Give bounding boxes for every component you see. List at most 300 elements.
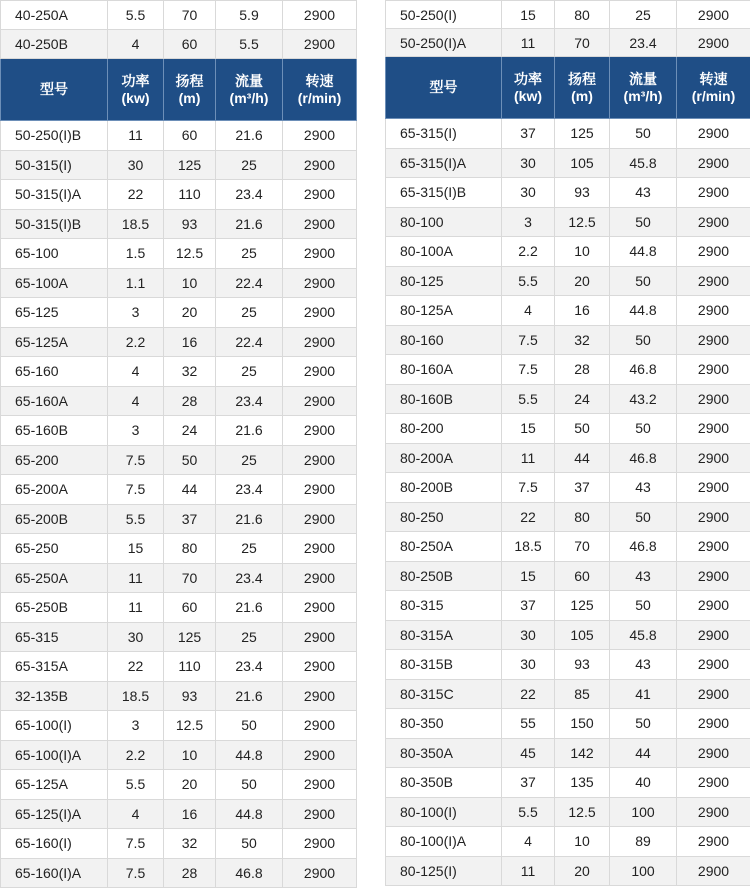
power-kw-cell: 22 [108,652,164,682]
power-kw-cell: 5.5 [108,770,164,800]
flow-m3h-cell: 50 [610,119,677,149]
power-kw-cell: 7.5 [502,473,555,503]
power-kw-cell: 7.5 [502,325,555,355]
flow-m3h-cell: 50 [216,829,283,859]
model-cell: 50-315(I)A [1,180,108,210]
header-unit: (m) [571,87,593,104]
power-kw-cell: 7.5 [108,829,164,859]
power-kw-cell: 37 [502,768,555,798]
speed-rpm-cell: 2900 [677,355,750,385]
table-row [1,681,357,711]
head-m-cell: 110 [164,652,216,682]
header-label: 扬程 [175,72,204,89]
header-unit: (kw) [121,89,150,106]
head-m-cell: 142 [555,738,610,768]
model-cell: 80-160 [386,325,502,355]
flow-m3h-cell: 25 [216,534,283,564]
table-row [1,622,357,652]
power-kw-cell: 5.5 [502,266,555,296]
flow-m3h-cell: 23.4 [216,386,283,416]
power-kw-cell: 22 [108,180,164,210]
model-cell: 65-125A [1,770,108,800]
speed-rpm-cell: 2900 [677,1,750,29]
power-kw-cell: 22 [502,502,555,532]
head-m-cell: 105 [555,620,610,650]
speed-rpm-cell: 2900 [283,357,357,387]
flow-m3h-cell: 46.8 [610,355,677,385]
power-kw-cell: 4 [502,296,555,326]
speed-rpm-cell: 2900 [677,29,750,57]
model-cell: 80-250B [386,561,502,591]
head-m-cell: 150 [555,709,610,739]
model-cell: 80-250 [386,502,502,532]
speed-rpm-cell: 2900 [283,622,357,652]
speed-rpm-cell: 2900 [677,591,750,621]
speed-rpm-cell: 2900 [677,620,750,650]
head-m-cell: 12.5 [164,239,216,269]
flow-m3h-cell: 21.6 [216,209,283,239]
head-m-cell: 37 [164,504,216,534]
table-row [386,207,750,237]
table-row [1,180,357,210]
power-kw-cell: 37 [502,119,555,149]
speed-rpm-cell: 2900 [283,298,357,328]
flow-m3h-cell: 23.4 [216,652,283,682]
model-cell: 65-160B [1,416,108,446]
header-label: 扬程 [568,70,596,87]
table-row [386,532,750,562]
head-m-cell: 93 [164,681,216,711]
power-kw-cell: 11 [502,856,555,886]
power-kw-header [108,59,164,121]
power-kw-cell: 4 [108,799,164,829]
table-row [1,770,357,800]
flow-m3h-cell: 22.4 [216,327,283,357]
flow-m3h-cell: 5.5 [216,30,283,59]
table-row [386,679,750,709]
head-m-cell: 20 [164,298,216,328]
flow-m3h-cell: 21.6 [216,121,283,151]
flow-m3h-cell: 23.4 [610,29,677,57]
head-m-cell: 125 [555,119,610,149]
model-cell: 50-250(I)A [386,29,502,57]
table-row [386,355,750,385]
model-cell: 80-315 [386,591,502,621]
model-cell: 80-125 [386,266,502,296]
power-kw-cell: 4 [108,357,164,387]
power-kw-cell: 15 [108,534,164,564]
table-row [386,856,750,886]
header-unit: (r/min) [691,87,736,104]
table-row [1,30,357,59]
table-row [1,327,357,357]
flow-m3h-cell: 50 [610,207,677,237]
speed-rpm-cell: 2900 [677,650,750,680]
flow-m3h-cell: 50 [216,770,283,800]
head-m-cell: 70 [555,29,610,57]
power-kw-cell: 7.5 [502,355,555,385]
power-kw-cell: 30 [502,650,555,680]
flow-m3h-cell: 43 [610,178,677,208]
model-cell: 50-250(I)B [1,121,108,151]
header-label: 功率 [121,72,150,89]
header-unit: (m³/h) [229,89,269,106]
head-m-cell: 70 [555,532,610,562]
model-cell: 65-250B [1,593,108,623]
head-m-cell: 32 [164,829,216,859]
power-kw-cell: 7.5 [108,858,164,888]
speed-rpm-cell: 2900 [677,532,750,562]
model-cell: 80-100 [386,207,502,237]
flow-m3h-cell: 43 [610,561,677,591]
speed-rpm-cell: 2900 [677,266,750,296]
flow-m3h-cell: 50 [216,711,283,741]
power-kw-cell: 30 [108,150,164,180]
table-row [386,620,750,650]
table-row [1,121,357,151]
table-row [1,740,357,770]
table-row [1,475,357,505]
power-kw-cell: 5.5 [502,384,555,414]
speed-rpm-cell: 2900 [283,209,357,239]
flow-m3h-cell: 25 [216,622,283,652]
header-label: 转速 [699,70,728,87]
power-kw-cell: 30 [502,148,555,178]
table-row [1,799,357,829]
power-kw-header [502,57,555,119]
speed-rpm-cell: 2900 [677,561,750,591]
speed-rpm-cell: 2900 [677,709,750,739]
speed-rpm-cell: 2900 [283,475,357,505]
head-m-cell: 37 [555,473,610,503]
speed-rpm-cell: 2900 [283,180,357,210]
flow-m3h-cell: 43 [610,473,677,503]
flow-m3h-cell: 25 [216,150,283,180]
table-row [386,561,750,591]
flow-m3h-cell: 43 [610,650,677,680]
speed-rpm-cell: 2900 [283,652,357,682]
head-m-cell: 60 [164,30,216,59]
model-cell: 40-250B [1,30,108,59]
head-m-cell: 20 [555,856,610,886]
power-kw-cell: 30 [502,620,555,650]
speed-rpm-cell: 2900 [283,327,357,357]
power-kw-cell: 7.5 [108,445,164,475]
flow-m3h-cell: 21.6 [216,681,283,711]
speed-rpm-cell: 2900 [677,768,750,798]
model-cell: 65-315(I)B [386,178,502,208]
table-row [386,296,750,326]
speed-rpm-cell: 2900 [677,119,750,149]
table-row [1,593,357,623]
model-cell: 40-250A [1,1,108,30]
speed-rpm-cell: 2900 [283,711,357,741]
power-kw-cell: 37 [502,591,555,621]
flow-m3h-cell: 50 [610,325,677,355]
flow-m3h-cell: 21.6 [216,416,283,446]
header-row [1,59,357,121]
speed-rpm-cell: 2900 [677,502,750,532]
power-kw-cell: 15 [502,561,555,591]
table-row [386,1,750,29]
head-m-cell: 12.5 [555,797,610,827]
table-row [386,473,750,503]
header-unit: (m) [178,89,201,106]
speed-rpm-cell: 2900 [283,1,357,30]
flow-m3h-cell: 44.8 [216,740,283,770]
flow-m3h-header [610,57,677,119]
model-cell: 65-125A [1,327,108,357]
model-cell: 65-160 [1,357,108,387]
model-cell: 50-315(I)B [1,209,108,239]
speed-rpm-cell: 2900 [677,384,750,414]
flow-m3h-cell: 21.6 [216,593,283,623]
power-kw-cell: 11 [108,121,164,151]
table-row [386,502,750,532]
speed-rpm-cell: 2900 [677,296,750,326]
flow-m3h-cell: 45.8 [610,148,677,178]
power-kw-cell: 7.5 [108,475,164,505]
model-header [1,59,108,121]
head-m-cell: 93 [164,209,216,239]
flow-m3h-cell: 50 [610,502,677,532]
model-cell: 80-350A [386,738,502,768]
table-row [1,858,357,888]
flow-m3h-cell: 25 [216,357,283,387]
table-row [1,209,357,239]
head-m-cell: 32 [555,325,610,355]
flow-m3h-cell: 89 [610,827,677,857]
speed-rpm-cell: 2900 [283,445,357,475]
speed-rpm-header [677,57,750,119]
table-row [1,357,357,387]
model-cell: 80-350B [386,768,502,798]
flow-m3h-cell: 25 [216,298,283,328]
flow-m3h-cell: 21.6 [216,504,283,534]
power-kw-cell: 30 [502,178,555,208]
table-row [386,591,750,621]
speed-rpm-cell: 2900 [283,829,357,859]
table-row [386,414,750,444]
power-kw-cell: 4 [108,386,164,416]
table-row [386,827,750,857]
speed-rpm-cell: 2900 [283,593,357,623]
power-kw-cell: 2.2 [108,740,164,770]
model-cell: 80-100A [386,237,502,267]
head-m-cell: 16 [164,799,216,829]
model-header [386,57,502,119]
table-row [386,266,750,296]
table-row [386,709,750,739]
model-cell: 80-315B [386,650,502,680]
model-cell: 65-125(I)A [1,799,108,829]
header-unit: (r/min) [297,89,342,106]
speed-rpm-cell: 2900 [677,797,750,827]
table-row [1,268,357,298]
power-kw-cell: 5.5 [108,504,164,534]
model-cell: 65-100(I) [1,711,108,741]
head-m-cell: 105 [555,148,610,178]
table-row [1,239,357,269]
speed-rpm-cell: 2900 [283,534,357,564]
head-m-cell: 44 [555,443,610,473]
speed-rpm-cell: 2900 [283,563,357,593]
speed-rpm-cell: 2900 [677,473,750,503]
flow-m3h-cell: 100 [610,856,677,886]
power-kw-cell: 4 [108,30,164,59]
header-row [386,57,750,119]
head-m-cell: 10 [164,268,216,298]
table-row [1,386,357,416]
power-kw-cell: 22 [502,679,555,709]
model-cell: 65-315(I) [386,119,502,149]
power-kw-cell: 2.2 [108,327,164,357]
model-cell: 65-200B [1,504,108,534]
head-m-cell: 10 [555,237,610,267]
model-cell: 65-200A [1,475,108,505]
speed-rpm-cell: 2900 [677,827,750,857]
table-row [1,652,357,682]
table-row [1,298,357,328]
head-m-header [164,59,216,121]
flow-m3h-cell: 43.2 [610,384,677,414]
head-m-cell: 80 [164,534,216,564]
speed-rpm-cell: 2900 [283,150,357,180]
model-cell: 65-315(I)A [386,148,502,178]
head-m-cell: 12.5 [164,711,216,741]
header-label: 功率 [514,70,542,87]
speed-rpm-cell: 2900 [283,504,357,534]
head-m-cell: 20 [164,770,216,800]
head-m-cell: 28 [164,386,216,416]
head-m-header [555,57,610,119]
table-row [1,416,357,446]
model-cell: 80-250A [386,532,502,562]
head-m-cell: 10 [555,827,610,857]
table-row [386,738,750,768]
speed-rpm-cell: 2900 [677,679,750,709]
speed-rpm-cell: 2900 [677,178,750,208]
power-kw-cell: 30 [108,622,164,652]
head-m-cell: 24 [164,416,216,446]
table-row [1,711,357,741]
flow-m3h-cell: 41 [610,679,677,709]
table-row [1,563,357,593]
model-cell: 65-160(I)A [1,858,108,888]
model-cell: 65-100 [1,239,108,269]
flow-m3h-cell: 50 [610,591,677,621]
power-kw-cell: 18.5 [108,681,164,711]
power-kw-cell: 45 [502,738,555,768]
model-cell: 80-100(I)A [386,827,502,857]
model-cell: 65-315 [1,622,108,652]
speed-rpm-cell: 2900 [283,799,357,829]
head-m-cell: 93 [555,178,610,208]
flow-m3h-cell: 40 [610,768,677,798]
power-kw-cell: 3 [108,416,164,446]
speed-rpm-cell: 2900 [283,681,357,711]
flow-m3h-cell: 5.9 [216,1,283,30]
model-cell: 80-125(I) [386,856,502,886]
header-unit: (m³/h) [623,87,663,104]
header-label: 型号 [40,81,68,97]
flow-m3h-header [216,59,283,121]
power-kw-cell: 15 [502,1,555,29]
table-row [1,829,357,859]
head-m-cell: 60 [164,593,216,623]
header-label: 流量 [629,70,657,87]
model-cell: 32-135B [1,681,108,711]
power-kw-cell: 4 [502,827,555,857]
model-cell: 65-100(I)A [1,740,108,770]
model-cell: 50-315(I) [1,150,108,180]
model-cell: 80-315A [386,620,502,650]
table-row [386,325,750,355]
power-kw-cell: 18.5 [108,209,164,239]
power-kw-cell: 15 [502,414,555,444]
power-kw-cell: 3 [502,207,555,237]
flow-m3h-cell: 46.8 [610,532,677,562]
power-kw-cell: 5.5 [502,797,555,827]
flow-m3h-cell: 46.8 [216,858,283,888]
model-cell: 80-125A [386,296,502,326]
model-cell: 65-125 [1,298,108,328]
speed-rpm-header [283,59,357,121]
model-cell: 50-250(I) [386,1,502,29]
table-row [386,768,750,798]
model-cell: 80-160A [386,355,502,385]
speed-rpm-cell: 2900 [677,148,750,178]
head-m-cell: 60 [164,121,216,151]
model-cell: 65-160(I) [1,829,108,859]
flow-m3h-cell: 23.4 [216,563,283,593]
head-m-cell: 28 [164,858,216,888]
flow-m3h-cell: 22.4 [216,268,283,298]
head-m-cell: 32 [164,357,216,387]
power-kw-cell: 11 [502,29,555,57]
head-m-cell: 85 [555,679,610,709]
flow-m3h-cell: 50 [610,414,677,444]
head-m-cell: 50 [164,445,216,475]
table-row [1,534,357,564]
flow-m3h-cell: 50 [610,266,677,296]
speed-rpm-cell: 2900 [677,325,750,355]
power-kw-cell: 11 [502,443,555,473]
head-m-cell: 70 [164,1,216,30]
power-kw-cell: 1.1 [108,268,164,298]
flow-m3h-cell: 45.8 [610,620,677,650]
head-m-cell: 93 [555,650,610,680]
speed-rpm-cell: 2900 [283,268,357,298]
flow-m3h-cell: 44 [610,738,677,768]
head-m-cell: 50 [555,414,610,444]
table-row [1,1,357,30]
model-cell: 80-200 [386,414,502,444]
model-cell: 80-160B [386,384,502,414]
table-row [386,148,750,178]
table-row [386,384,750,414]
flow-m3h-cell: 100 [610,797,677,827]
head-m-cell: 60 [555,561,610,591]
speed-rpm-cell: 2900 [283,770,357,800]
head-m-cell: 80 [555,502,610,532]
table-row [386,650,750,680]
flow-m3h-cell: 23.4 [216,475,283,505]
model-cell: 80-315C [386,679,502,709]
header-label: 转速 [305,72,334,89]
flow-m3h-cell: 46.8 [610,443,677,473]
header-label: 型号 [429,79,458,95]
